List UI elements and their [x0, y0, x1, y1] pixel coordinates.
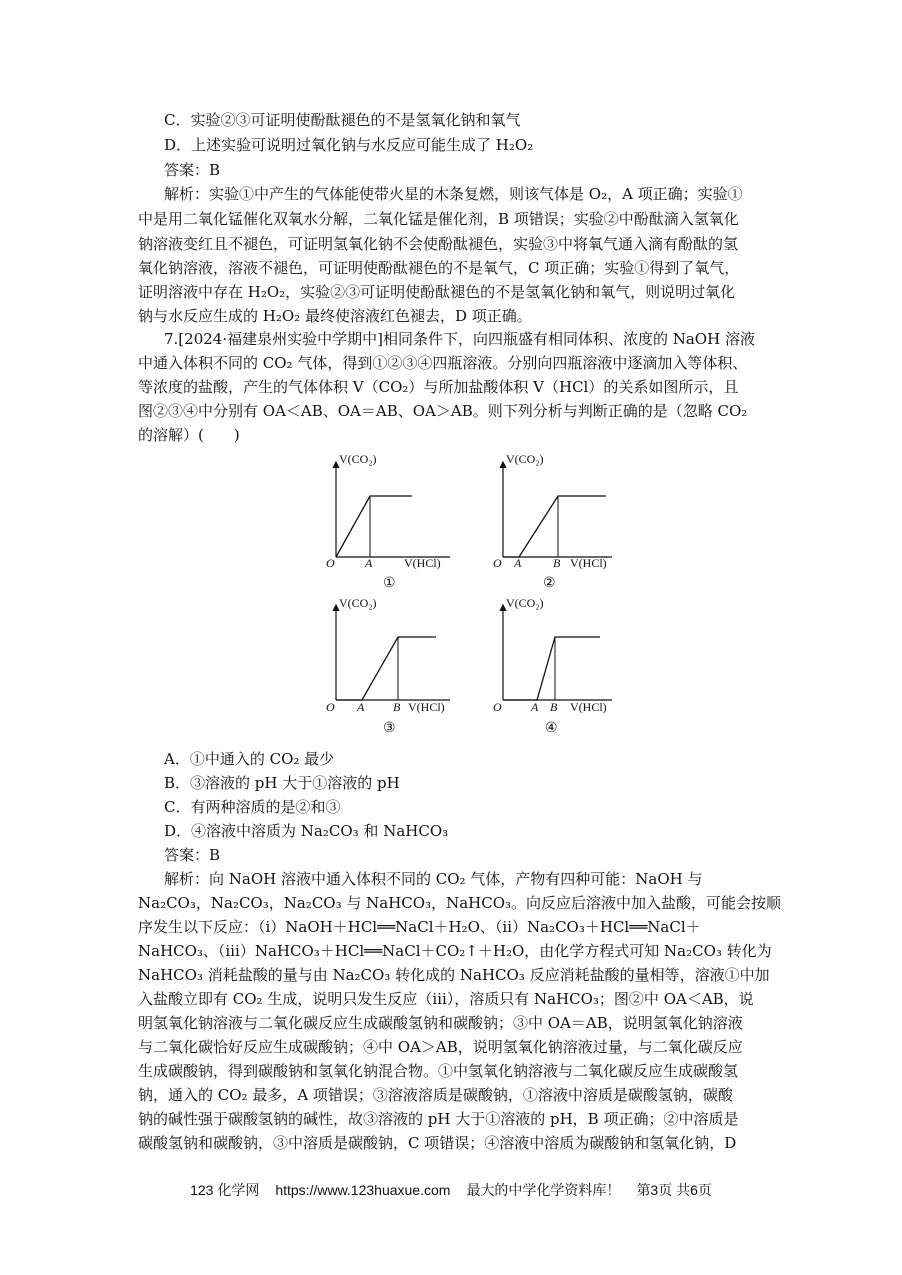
- graph-4-point-b: B: [550, 700, 558, 714]
- analysis-q7-line: 明氢氧化钠溶液与二氧化碳反应生成碳酸氢钠和碳酸钠；③中 OA＝AB，说明氢氧化钠溶液: [138, 1014, 743, 1032]
- footer-url[interactable]: https://www.123huaxue.com: [275, 1182, 451, 1198]
- question-q7-line: 的溶解）( ): [138, 426, 240, 444]
- analysis-q6-line: 钠溶液变红且不褪色，可证明氢氧化钠不会使酚酞褪色，实验③中将氧气通入滴有酚酞的氢: [138, 235, 739, 253]
- graph-2-id: ②: [543, 576, 556, 591]
- curve: [503, 496, 606, 557]
- analysis-q7-line: NaHCO₃、（ⅲ）NaHCO₃＋HCl══NaCl＋CO₂↑＋H₂O，由化学方程式可知 Na₂CO₃ 转化为: [138, 942, 772, 960]
- question-q7-line: 7.[2024·福建泉州实验中学期中]相同条件下，向四瓶盛有相同体积、浓度的 NaOH 溶液: [164, 330, 755, 348]
- analysis-q7-line: 钠的碱性强于碳酸氢钠的碱性，故③溶液的 pH 大于①溶液的 pH，B 项正确；②中溶质是: [138, 1110, 739, 1128]
- graph-3: [336, 605, 450, 700]
- option-a-q7: A．①中通入的 CO₂ 最少: [164, 750, 335, 768]
- option-c-q7: C．有两种溶质的是②和③: [164, 798, 341, 816]
- option-d-q6: D．上述实验可说明过氧化钠与水反应可能生成了 H₂O₂: [164, 136, 534, 154]
- graph-2-point-b: B: [553, 556, 561, 570]
- analysis-q6-line: 证明溶液中存在 H₂O₂，实验②③可证明使酚酞褪色的不是氢氧化钠和氧气，则说明过氧化: [138, 283, 736, 301]
- graph-2-y-label: V(CO₂): [506, 452, 544, 466]
- question-q7-line: 中通入体积不同的 CO₂ 气体，得到①②③④四瓶溶液。分别向四瓶溶液中逐滴加入等体积、: [138, 354, 748, 372]
- curve: [503, 637, 600, 700]
- analysis-q7-line: 钠，通入的 CO₂ 最多，A 项错误；③溶液溶质是碳酸钠，①溶液中溶质是碳酸氢钠，碳酸: [138, 1086, 733, 1104]
- graph-1-origin: O: [326, 556, 335, 570]
- graph-3-id: ③: [383, 721, 396, 736]
- option-b-q7: B．③溶液的 pH 大于①溶液的 pH: [164, 774, 400, 792]
- graph-2-origin: O: [493, 556, 502, 570]
- graph-3-point-b: B: [393, 700, 401, 714]
- graph-3-point-a: A: [357, 700, 365, 714]
- analysis-q7-line: Na₂CO₃，Na₂CO₃，Na₂CO₃ 与 NaHCO₃，NaHCO₃。向反应后溶液中加入盐酸，可能会按顺: [138, 894, 782, 912]
- curve: [336, 496, 412, 557]
- question-q7-line: 等浓度的盐酸，产生的气体体积 V（CO₂）与所加盐酸体积 V（HCl）的关系如图所示，且: [138, 378, 739, 396]
- graph-1-y-label: V(CO₂): [339, 452, 377, 466]
- graph-4-x-label: V(HCl): [570, 700, 607, 714]
- graph-2: [503, 462, 612, 557]
- graph-2-x-label: V(HCl): [570, 556, 607, 570]
- footer-slogan: 最大的中学化学资料库！: [466, 1182, 621, 1198]
- graph-1-id: ①: [383, 576, 396, 591]
- analysis-q6-line: 氧化钠溶液，溶液不褪色，可证明使酚酞褪色的不是氧气，C 项正确；实验①得到了氧气，: [138, 259, 740, 277]
- graph-4-id: ④: [545, 721, 558, 736]
- graph-3-origin: O: [326, 700, 335, 714]
- graph-4-origin: O: [493, 700, 502, 714]
- graph-4-y-label: V(CO₂): [506, 596, 544, 610]
- option-d-q7: D．④溶液中溶质为 Na₂CO₃ 和 NaHCO₃: [164, 822, 449, 840]
- analysis-q7-line: 解析：向 NaOH 溶液中通入体积不同的 CO₂ 气体，产物有四种可能：NaOH 与: [164, 870, 703, 888]
- analysis-q7-line: 与二氧化碳恰好反应生成碳酸钠；④中 OA＞AB，说明氢氧化钠溶液过量，与二氧化碳反应: [138, 1038, 743, 1056]
- analysis-q7-line: 入盐酸立即有 CO₂ 生成，说明只发生反应（ⅲ），溶质只有 NaHCO₃；图②中 OA＜AB，说: [138, 990, 754, 1008]
- graph-1-x-label: V(HCl): [404, 556, 441, 570]
- question-q7-line: 图②③④中分别有 OA＜AB、OA＝AB、OA＞AB。则下列分析与判断正确的是（忽略 CO₂: [138, 402, 748, 420]
- answer-q6: 答案：B: [164, 161, 221, 179]
- footer-site: 123 化学网: [190, 1182, 260, 1198]
- graph-2-point-a: A: [514, 556, 522, 570]
- graph-3-y-label: V(CO₂): [339, 596, 377, 610]
- answer-q7: 答案：B: [164, 846, 221, 864]
- graph-4-point-a: A: [531, 700, 539, 714]
- curve: [336, 637, 436, 700]
- analysis-q7-line: 序发生以下反应：（ⅰ）NaOH＋HCl══NaCl＋H₂O、（ⅱ）Na₂CO₃＋HCl══NaCl＋: [138, 918, 701, 936]
- footer-page-number: 第3页 共6页: [636, 1182, 712, 1198]
- analysis-q6-line: 解析：实验①中产生的气体能使带火星的木条复燃，则该气体是 O₂，A 项正确；实验①: [164, 185, 743, 203]
- analysis-q7-line: 生成碳酸钠，得到碳酸钠和氢氧化钠混合物。①中氢氧化钠溶液与二氧化碳反应生成碳酸氢: [138, 1062, 739, 1080]
- graph-4: [503, 605, 612, 700]
- option-c-q6: C．实验②③可证明使酚酞褪色的不是氢氧化钠和氧气: [164, 111, 521, 129]
- page-footer: [0, 1180, 902, 1200]
- graph-1-point-a: A: [365, 556, 373, 570]
- analysis-q7-line: NaHCO₃ 消耗盐酸的量与由 Na₂CO₃ 转化成的 NaHCO₃ 反应消耗盐酸的量相等，溶液①中加: [138, 966, 770, 984]
- analysis-q6-line: 钠与水反应生成的 H₂O₂ 最终使溶液红色褪去，D 项正确。: [138, 307, 532, 325]
- graph-1: [336, 462, 450, 557]
- analysis-q7-line: 碳酸氢钠和碳酸钠，③中溶质是碳酸钠，C 项错误；④溶液中溶质为碳酸钠和氢氧化钠，D: [138, 1134, 737, 1152]
- graph-3-x-label: V(HCl): [408, 700, 445, 714]
- analysis-q6-line: 中是用二氧化锰催化双氧水分解，二氧化锰是催化剂，B 项错误；实验②中酚酞滴入氢氧化: [138, 210, 739, 228]
